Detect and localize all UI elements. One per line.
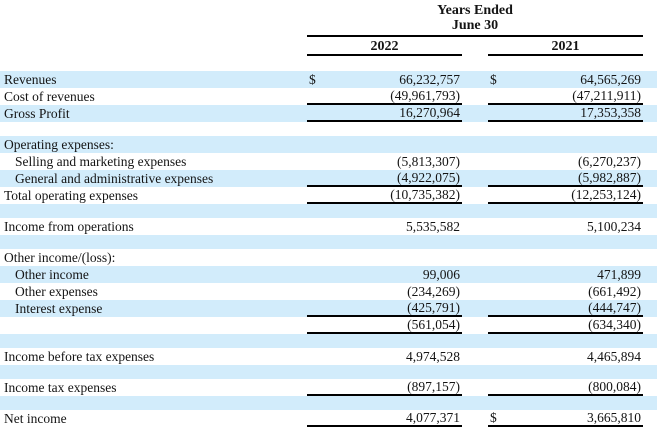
right-margin xyxy=(643,283,657,300)
value-2022: (234,269) xyxy=(407,284,460,299)
row-label: Income from operations xyxy=(4,219,134,234)
value-2021: (634,340) xyxy=(588,317,641,332)
value-cell-2021 xyxy=(488,410,643,427)
table-row xyxy=(0,136,657,153)
value-2021: 5,100,234 xyxy=(587,219,641,234)
value-cell-2021 xyxy=(488,379,643,396)
value-cell-2022 xyxy=(307,218,462,235)
column-gap xyxy=(462,218,488,235)
row-label: Cost of revenues xyxy=(4,89,95,104)
column-gap xyxy=(462,300,488,317)
right-margin xyxy=(643,300,657,317)
value-cell-2022 xyxy=(307,136,462,153)
value-cell-2022 xyxy=(307,187,462,204)
right-margin xyxy=(643,136,657,153)
value-cell-2022 xyxy=(307,88,462,105)
column-gap xyxy=(462,39,488,56)
table-row xyxy=(0,218,657,235)
right-margin xyxy=(643,348,657,365)
value-2021: (12,253,124) xyxy=(571,187,641,202)
column-gap xyxy=(462,410,488,427)
table-row xyxy=(0,300,657,317)
spacer-row xyxy=(0,365,657,379)
period-title-line2: June 30 xyxy=(451,18,499,33)
right-margin xyxy=(643,218,657,235)
table-rows xyxy=(0,71,657,427)
value-2021: (800,084) xyxy=(588,379,641,394)
value-2021: 3,665,810 xyxy=(587,410,641,425)
right-margin xyxy=(643,105,657,122)
value-cell-2022 xyxy=(307,283,462,300)
row-label: General and administrative expenses xyxy=(15,171,214,186)
table-row xyxy=(0,266,657,283)
column-gap xyxy=(462,379,488,396)
table-header xyxy=(0,0,657,56)
row-label: Selling and marketing expenses xyxy=(15,154,187,169)
spacer-row xyxy=(0,235,657,249)
row-label: Net income xyxy=(4,411,67,426)
table-row xyxy=(0,283,657,300)
row-label: Gross Profit xyxy=(4,106,70,121)
value-cell-2021 xyxy=(488,218,643,235)
right-margin xyxy=(643,153,657,170)
value-2021: (6,270,237) xyxy=(578,154,641,169)
value-2021: 471,899 xyxy=(597,267,641,282)
value-2021: (5,982,887) xyxy=(578,170,641,185)
column-gap xyxy=(462,187,488,204)
row-label: Other expenses xyxy=(15,284,98,299)
value-2022: 4,974,528 xyxy=(406,349,460,364)
table-row xyxy=(0,71,657,88)
table-row xyxy=(0,88,657,105)
value-cell-2021 xyxy=(488,136,643,153)
dollar-sign: $ xyxy=(490,72,497,87)
table-row xyxy=(0,153,657,170)
right-margin xyxy=(643,249,657,266)
table-row xyxy=(0,348,657,365)
column-gap xyxy=(462,170,488,187)
table-row xyxy=(0,105,657,122)
value-cell-2021 xyxy=(488,249,643,266)
value-cell-2021 xyxy=(488,300,643,317)
right-margin xyxy=(643,187,657,204)
row-label: Total operating expenses xyxy=(4,188,139,203)
table-row xyxy=(0,187,657,204)
value-2022: 66,232,757 xyxy=(399,72,460,87)
row-label: Other income/(loss): xyxy=(4,250,116,265)
column-gap xyxy=(462,317,488,334)
value-2021: 64,565,269 xyxy=(580,72,641,87)
column-header-2021: 2021 xyxy=(488,39,643,56)
spacer-row xyxy=(0,204,657,218)
value-2022: (10,735,382) xyxy=(390,187,460,202)
header-rule xyxy=(307,35,643,37)
right-margin xyxy=(643,317,657,334)
value-cell-2022 xyxy=(307,170,462,187)
value-cell-2021 xyxy=(488,170,643,187)
value-2022: (561,054) xyxy=(407,317,460,332)
table-row xyxy=(0,317,657,334)
row-label: Operating expenses: xyxy=(4,137,114,152)
value-2022: 16,270,964 xyxy=(399,105,460,120)
dollar-sign: $ xyxy=(490,410,497,425)
value-cell-2021 xyxy=(488,105,643,122)
value-2021: (47,211,911) xyxy=(572,88,641,103)
value-2022: (4,922,075) xyxy=(397,170,460,185)
value-cell-2022 xyxy=(307,153,462,170)
right-margin xyxy=(643,410,657,427)
period-title-line1: Years Ended xyxy=(437,3,513,18)
column-gap xyxy=(462,105,488,122)
spacer-row xyxy=(0,334,657,348)
table-row xyxy=(0,249,657,266)
value-cell-2022 xyxy=(307,105,462,122)
right-margin xyxy=(643,88,657,105)
value-2022: (897,157) xyxy=(407,379,460,394)
column-gap xyxy=(462,266,488,283)
column-header-2022: 2022 xyxy=(307,39,462,56)
value-2021: (444,747) xyxy=(588,300,641,315)
value-cell-2022 xyxy=(307,300,462,317)
column-headers xyxy=(307,39,643,56)
value-cell-2021 xyxy=(488,153,643,170)
right-margin xyxy=(643,71,657,88)
column-gap xyxy=(462,136,488,153)
value-cell-2022 xyxy=(307,71,462,88)
value-cell-2022 xyxy=(307,410,462,427)
spacer-row xyxy=(0,122,657,136)
right-margin xyxy=(643,379,657,396)
value-cell-2022 xyxy=(307,317,462,334)
value-2021: 4,465,894 xyxy=(587,349,641,364)
row-label: Revenues xyxy=(4,72,57,87)
row-label xyxy=(0,317,307,334)
value-2022: (49,961,793) xyxy=(390,88,460,103)
row-label: Income tax expenses xyxy=(4,380,117,395)
value-2022: (425,791) xyxy=(407,300,460,315)
right-margin xyxy=(643,170,657,187)
dollar-sign: $ xyxy=(309,72,316,87)
value-2021: (661,492) xyxy=(588,284,641,299)
column-gap xyxy=(462,348,488,365)
value-cell-2021 xyxy=(488,71,643,88)
right-margin xyxy=(643,266,657,283)
value-2022: 5,535,582 xyxy=(406,219,460,234)
value-cell-2021 xyxy=(488,283,643,300)
value-2022: (5,813,307) xyxy=(397,154,460,169)
value-2021: 17,353,358 xyxy=(580,105,641,120)
value-2022: 99,006 xyxy=(422,267,460,282)
column-gap xyxy=(462,249,488,266)
value-cell-2022 xyxy=(307,348,462,365)
row-label: Income before tax expenses xyxy=(4,349,155,364)
table-row xyxy=(0,410,657,427)
value-cell-2021 xyxy=(488,348,643,365)
value-cell-2021 xyxy=(488,317,643,334)
table-row xyxy=(0,170,657,187)
value-cell-2022 xyxy=(307,249,462,266)
spacer-row xyxy=(0,396,657,410)
value-cell-2021 xyxy=(488,88,643,105)
column-gap xyxy=(462,153,488,170)
table-row xyxy=(0,379,657,396)
column-gap xyxy=(462,283,488,300)
value-cell-2021 xyxy=(488,187,643,204)
row-label: Other income xyxy=(15,267,89,282)
value-cell-2022 xyxy=(307,266,462,283)
value-2022: 4,077,371 xyxy=(406,410,460,425)
column-gap xyxy=(462,71,488,88)
value-cell-2022 xyxy=(307,379,462,396)
column-gap xyxy=(462,88,488,105)
value-cell-2021 xyxy=(488,266,643,283)
row-label: Interest expense xyxy=(15,301,103,316)
